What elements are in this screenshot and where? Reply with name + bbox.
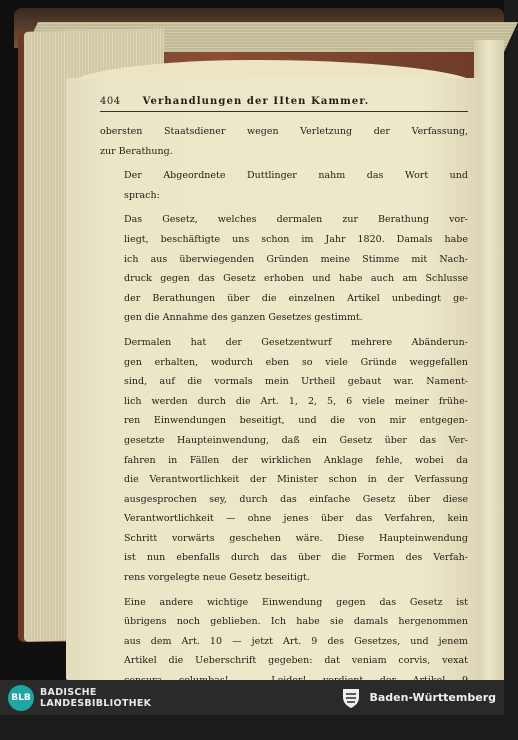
paragraph — [100, 122, 468, 161]
blb-logo-icon: BLB — [8, 685, 34, 711]
blb-logo[interactable] — [8, 685, 151, 711]
text-line: gen die Annahme des ganzen Gesetzes gestimmt. — [124, 312, 363, 324]
text-line: sprach: — [124, 189, 160, 201]
text-line: sind, auf die vormals mein Urtheil gebaut war. Nament- — [124, 376, 468, 388]
blb-label-line2: LANDESBIBLIOTHEK — [40, 697, 152, 709]
text-line: Derselbe verordnet, daß die auf die Verletzung der — [124, 719, 370, 731]
footer-bar — [0, 680, 504, 715]
text-line: ren Einwendungen beseitigt, und die von mir entgegen- — [124, 415, 468, 427]
running-title: Verhandlungen der IIten Kammer. — [142, 96, 370, 107]
text-line: ist nun ebenfalls durch das über die Formen des Verfah- — [124, 552, 468, 564]
text-line: ausgesprochen sey, durch das einfache Gesetz über diese — [124, 493, 468, 505]
text-line: zur Berathung. — [100, 145, 173, 157]
text-line: ich aus überwiegenden Gründen meine Stimme mit Nach- — [124, 253, 468, 265]
blb-label-line1: BADISCHE — [40, 686, 97, 698]
running-head — [100, 96, 468, 112]
text-line: Das Gesetz, welches dermalen zur Berathung vor- — [124, 214, 468, 226]
paragraph — [100, 333, 468, 588]
text-line: Der Abgeordnete Duttlinger nahm das Wort und — [124, 170, 468, 182]
text-line: fahren in Fällen der wirklichen Anklage fehle, wobei da — [124, 454, 468, 466]
text-line: die Verantwortlichkeit der Minister schon in der Verfassung — [124, 474, 468, 486]
text-line: rens vorgelegte neue Gesetz beseitigt. — [124, 572, 310, 584]
blb-label — [40, 687, 151, 709]
text-line: aus dem Art. 10 — jetzt Art. 9 des Gesetzes, und jenem — [124, 635, 468, 647]
paragraph — [100, 210, 468, 328]
text-line: gen erhalten, wodurch eben so viele Gründe weggefallen — [124, 356, 468, 368]
bw-label: Baden-Württemberg — [369, 691, 496, 704]
text-line: Schritt vorwärts geschehen wäre. Diese Haupteinwendung — [124, 532, 468, 544]
text-line: gesetzte Haupteinwendung, daß ein Gesetz über das Ver- — [124, 434, 468, 446]
text-line: übrigens noch geblieben. Ich habe sie damals hergenommen — [124, 616, 468, 628]
text-line: Artikel die Ueberschrift gegeben: dat veniam corvis, vexat — [124, 655, 468, 667]
page-text — [100, 96, 468, 740]
text-line: lich werden durch die Art. 1, 2, 5, 6 viele meiner frühe- — [124, 395, 468, 407]
text-line: Eine andere wichtige Einwendung gegen das Gesetz ist — [124, 596, 468, 608]
text-line: Dermalen hat der Gesetzentwurf mehrere Abänderun- — [124, 336, 468, 348]
body-text — [100, 122, 468, 735]
paragraph — [100, 715, 468, 735]
text-line: liegt, beschäftigte uns schon im Jahr 1820. Damals habe — [124, 233, 468, 245]
page-number: 404 — [100, 96, 121, 107]
coat-of-arms-icon — [339, 686, 363, 710]
text-line: obersten Staatsdiener wegen Verletzung der Verfassung, — [100, 126, 468, 137]
bw-logo[interactable] — [339, 686, 496, 710]
paragraph — [100, 166, 468, 205]
text-line: druck gegen das Gesetz erhoben und habe auch am Schlusse — [124, 273, 468, 285]
text-line: der Berathungen über die einzelnen Artikel unbedingt ge- — [124, 292, 468, 304]
text-line: Verantwortlichkeit — ohne jenes über das Verfahren, kein — [124, 513, 468, 525]
